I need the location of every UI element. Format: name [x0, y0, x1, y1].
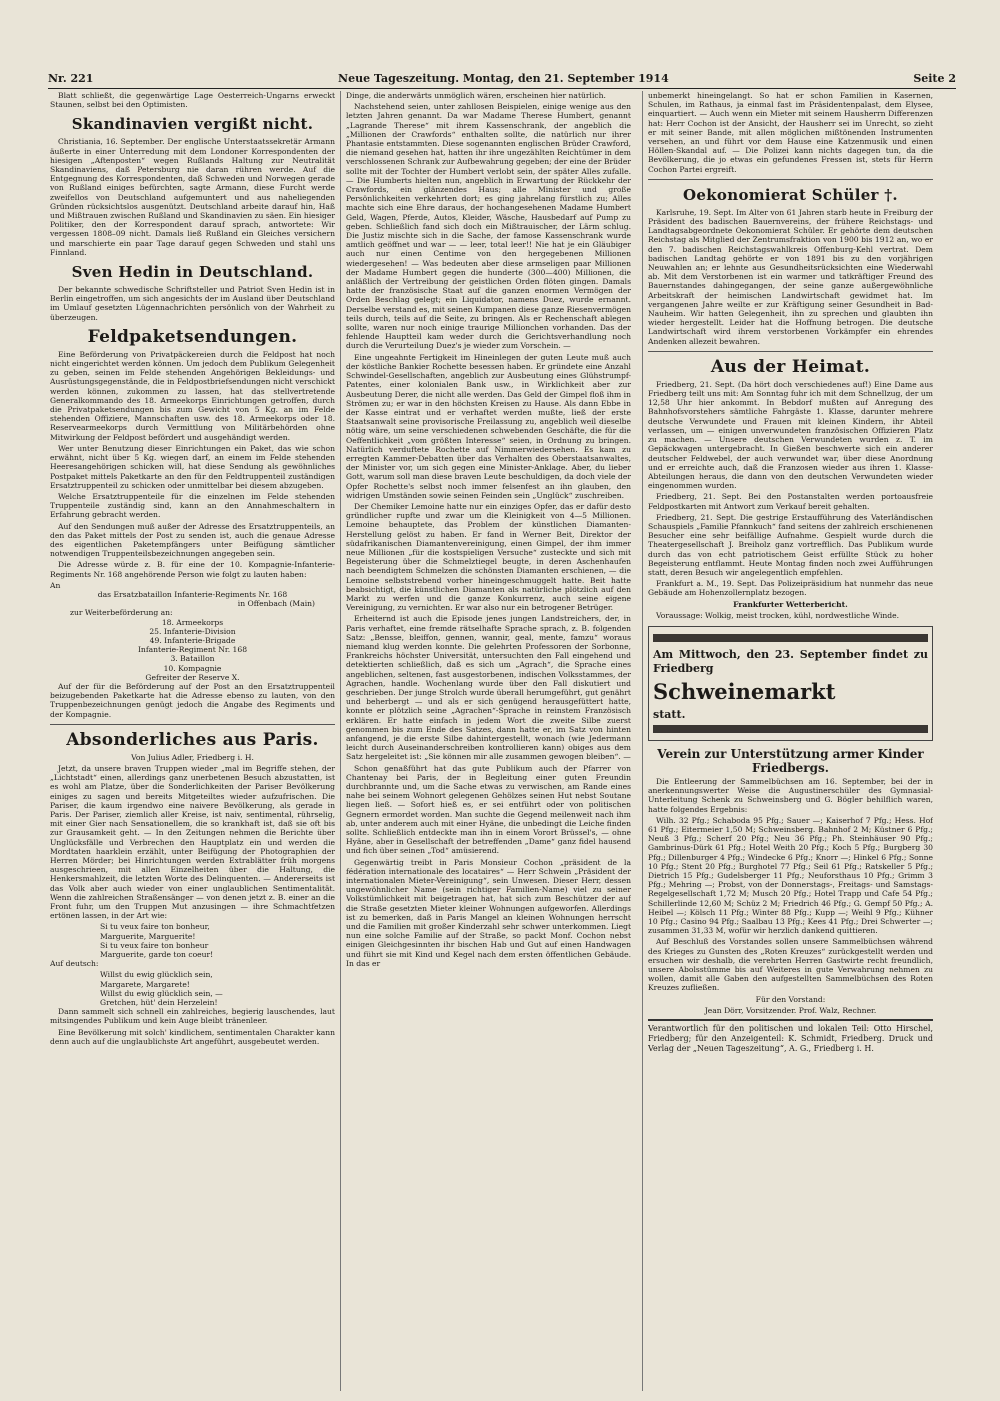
address-line: zur Weiterbeförderung an: — [70, 608, 173, 618]
article-text: Blatt schließt, die gegenwärtige Lage Oesterreich-Ungarns erweckt Staunen, selbst bei den Optimisten. — [50, 91, 335, 110]
article-text: Schon genaßführt hat das gute Publikum auch der Pfarrer von Chantenay bei Paris, der in Begleitung einer guten Freundin durchbrannte und, um die Sache etwas zu verwischen, am Rande eines nahe bei seinem Wohnort gelegenen Gehölzes seinen Hut nebst Soutane liegen ließ. — Sofort hieß es, er sei entführt oder von politischen Gegnern ermordet worden. Man suchte die Gegend meilenweit nach ihm ab, unter anderem auch mit einer Hyäne, die unbedingt die Leiche finden sollte. Schließlich entdeckte man ihn in einem Vorort Brüssel's, — ohne Hyäne, aber in Gesellschaft der betreffenden „Dame“ ganz fidel hausend und fich über seinen „Tod“ amüsierend. — [346, 763, 631, 856]
imprint-text: Verantwortlich für den politischen und lokalen Teil: Otto Hirschel, Friedberg; für den Anzeigenteil: K. Schmidt, Friedberg. Druck und Verlag der „Neuen Tageszeitung“, A. G., Friedberg i. H. — [648, 1024, 933, 1054]
verse-line: Si tu veux faire ton bonheur — [100, 940, 209, 950]
article-text: Die Adresse würde z. B. für eine der 10. Kompagnie-Infanterie-Regiments Nr. 168 angehörende Person wie folgt zu lauten haben: — [50, 560, 335, 579]
header-rule — [48, 88, 956, 89]
column-3 — [648, 91, 933, 1393]
column-divider — [642, 91, 643, 1391]
article-text: unbemerkt hineingelangt. So hat er schon Familien in Kasernen, Schulen, im Rathaus, ja einmal fast im Präsidentenpalast, dem Elysee, einquartiert. — Auch wenn ein Mieter mit seinem Hausherrn Differenzen hat: Herr Cochon ist der Ansicht, der Hausherr sei im Unrecht, so zieht er mit seiner Bande, mit allen möglichen mißtönenden Instrumenten versehen, an und führt vor dem Hause eine Katzenmusik und einen Höllen-Skandal auf. — Die Polizei kann nichts dagegen tun, da die Bevölkerung, die jo etwas ein gefundenes Fressen ist, stets für Herrn Cochon Partei ergreift. — [648, 91, 933, 174]
article-heading: Aus der Heimat. — [710, 356, 871, 377]
article-text: Frankfurt a. M., 19. Sept. Das Polizeipräsidium hat nunmehr das neue Gebäude am Hohenzollernplatz bezogen. — [648, 579, 933, 598]
article-text: Die Entleerung der Sammelbüchsen am 16. September, bei der in anerkennungswerter Weise die Augustinerschüler des Gymnasial-Unterleitung Schenk zu Schweinsberg und G. Bögler behilflich waren, hatte folgendes Ergebnis: — [648, 776, 933, 814]
issue-number: Nr. 221 — [48, 71, 94, 85]
address-line: das Ersatzbataillon Infanterie-Regiments Nr. 168 — [97, 589, 288, 599]
weather-text: Voraussage: Wolkig, meist trocken, kühl, nordwestliche Winde. — [656, 610, 900, 620]
imprint-footer — [648, 1019, 933, 1054]
column-1 — [50, 91, 335, 1393]
article-text: Der bekannte schwedische Schriftsteller und Patriot Sven Hedin ist in Berlin eingetroffen, um sich angesichts der im Ausland über Deutschland im Umlauf gesetzten Lügennachrichten persönlich von der Wahrheit zu überzeugen. — [50, 285, 335, 322]
article-text: Dinge, die anderwärts unmöglich wären, erscheinen hier natürlich. — [346, 91, 606, 100]
article-text: Friedberg, 21. Sept. (Da hört doch verschiedenes auf!) Eine Dame aus Friedberg teilt uns mit: Am Sonntag fuhr ich mit dem Schnellzug, der um 12,58 Uhr hier ankommt. In Bebdorf mußten auf Anregung des Bahnhofsvorstehers sämtliche Fahrgäste 1. Klasse, darunter mehrere deutsche Verwundete und Frauen mit kleinen Kindern, ihr Abteil verlassen, um — einigen unverwundeten französischen Offizieren Platz zu machen. — Unsere deutschen Verwundeten wurden z. T. im Gepäckwagen untergebracht. In Gießen beschwerte sich ein anderer deutscher Feldwebel, der auch verwundet war, über diese Anordnung und er erreichte auch, daß die Franzosen wieder aus ihren 1. Klasse-Abteilungen heraus, die dann von den deutschen Verwundeten wieder eingenommen wurden. — [648, 379, 933, 491]
signature-line: Für den Vorstand: — [755, 994, 826, 1004]
ad-text: statt. — [653, 707, 686, 721]
article-text: Gegenwärtig treibt in Paris Monsieur Cochon „präsident de la fédération internationale des locataires“ — Herr Schwein „Präsident der internationalen Mieter-Vereinigung“, sein Unwesen. Dieser Herr, dessen ungewöhnlicher Name (sein richtiger Familien-Name) viel zu seiner Volkstümlichkeit mit beigetragen hat, hat sich zum Beschützer der auf die Straße gesetzten Mieter kleiner Wohnungen aufgeworfen. Allerdings ist zu bemerken, daß in Paris Mangel an kleinen Wohnungen herrscht und die Familien mit großer Kinderzahl sehr schwer unterkommen. Liegt nun eine solche Familie auf der Straße, so packt Monf. Cochon nebst einigen Gleichgesinnten ihr bischen Hab und Gut auf einen Handwagen und führt sie mit Kind und Kegel nach dem ersten öffentlichen Gebäude. In das er — [346, 857, 631, 968]
article-heading: Sven Hedin in Deutschland. — [71, 263, 314, 282]
verse-line: Marguerite, Marguerite! — [100, 931, 196, 941]
section-rule — [648, 179, 933, 180]
page-number: Seite 2 — [913, 71, 956, 85]
article-text: Der Chemiker Lemoine hatte nur ein einziges Opfer, das er dafür desto gründlicher rupfte und zwar um die Kleinigkeit von 4—5 Millionen. Lemoine behauptete, das Problem der künstlichen Diamanten-Herstellung gelöst zu haben. Er fand in Werner Beit, Direktor der südafrikanischen Diamantenvereinigung, einen Gimpel, der ihm immer neue Millionen „für die kostspieligen Versuche“ zusteckte und sich mit Begeisterung über die Schmelztiegel beugte, in deren Aschenhaufen nach beendigtem Schmelzen die schönsten Diamanten erschienen, — die Lemoine selbststrebend vorher hineingeschmuggelt hatte. Beit hatte beabsichtigt, die künstlichen Diamanten als natürliche plötzlich auf den Markt zu werfen und die ganze Konkurrenz, auch seine eigene Vereinigung, zu vernichten. Er war also nur ein betrogener Betrüger. — [346, 501, 631, 613]
masthead-date: Neue Tageszeitung. Montag, den 21. September 1914 — [338, 71, 669, 85]
article-text: Auf der für die Beförderung auf der Post an den Ersatztruppenteil beizugebenden Paketkarte hat die Adresse ebenso zu lauten, von den Truppenbezeichnungen genügt jedoch die Angabe des Regiments und der Kompagnie. — [50, 681, 335, 719]
article-text: Auf den Sendungen muß außer der Adresse des Ersatztruppenteils, an den das Paket mittels der Post zu senden ist, auch die genaue Adresse des eigentlichen Paketempfängers unter Beifügung sämtlicher notwendigen Truppenteilsbezeichnungen angegeben sein. — [50, 521, 335, 559]
article-text: Wilh. 32 Pfg.; Schaboda 95 Pfg.; Sauer —; Kaiserhof 7 Pfg.; Hess. Hof 61 Pfg.; Eitermeier 1,50 M; Schweinsberg. Bahnhof 2 M; Küstner 6 Pfg.; Neuß 3 Pfg.; Scherf 20 Pfg.; Neu 36 Pfg.; Ph. Steinhäuser 90 Pfg.; Gambrinus-Dürk 61 Pfg.; Hotel Weith 20 Pfg.; Koch 5 Pfg.; Burgberg 30 Pfg.; Dillenburger 4 Pfg.; Windecke 6 Pfg.; Knorr —; Hinkel 6 Pfg.; Sonne 10 Pfg.; Stent 20 Pfg.; Burghotel 77 Pfg.; Seil 61 Pfg.; Ratskeller 5 Pfg.; Dietrich 15 Pfg.; Gudelsberger 11 Pfg.; Neuforsthaus 10 Pfg.; Grimm 3 Pfg.; Mehring —; Probst, von der Donnerstags-, Freitags- und Samstags-Regelgesellschaft 1,72 M; Musch 20 Pfg.; Hotel Trapp und Cafe 54 Pfg.; Schillerlinde 12,60 M; Schüz 2 M; Friedrich 46 Pfg.; G. Gempf 50 Pfg.; A. Heibel —; Kölsch 11 Pfg.; Winter 88 Pfg.; Kupp —; Weihl 9 Pfg.; Kühner 10 Pfg.; Casino 94 Pfg.; Saalbau 13 Pfg.; Kees 41 Pfg.; Drei Schwerter —; zusammen 31,33 M, wofür wir herzlich dankend quittieren. — [648, 815, 933, 936]
article-text: Erheiternd ist auch die Episode jenes jungen Landstreichers, der, in Paris verhaftet, eine fremde rätselhafte Sprache sprach, z. B. folgenden Satz: „Bensse, bleiffon, gennen, wannir, geal, mente, famzu“ woraus niemand klug werden konnte. Die gelehrten Professoren der Sorbonne, Frankreichs höchster Universität, untersuchten den Fall eingehend und detektierten schließlich, daß es sich um „Agrach“, die Sprache eines angeblichen, seltenen, fast ausgestorbenen, indischen Volksstammes, der Agrachen, handle. Wochenlang wurde über den Fall diskutiert und geschrieben. Der junge Strolch wurde überall herumgeführt, gut genährt und beherbergt — und als er sich genügend herausgefüttert hatte, konnte er plötzlich seine „Agrachen“-Sprache in reinstem Französisch erklären. Er hatte einfach in jedem Wort die zweite Silbe zuerst genommen bis zum Ende des Satzes, dann hatte er, im Satz von hinten anfangend, je die erste Silbe dahintergestellt, wonach (wie Jedermann leicht durch Auseinanderschreiben kontrollieren kann) obiges aus dem Satz hergeleitet ist: „Sie können mir alle zusammen gewogen bleiben“. — — [346, 614, 631, 762]
article-heading: Oekonomierat Schüler †. — [683, 185, 898, 204]
verse-line: Margarete, Margarete! — [100, 979, 190, 989]
article-heading: Absonderliches aus Paris. — [66, 729, 319, 750]
address-line: 25. Infanterie-Division — [149, 626, 236, 636]
article-text: Jetzt, da unsere braven Truppen wieder „mal im Begriffe stehen, der „Lichtstadt“ einen, allerdings ganz unerbetenen Besuch abzustatten, ist es wohl am Platze, über die Sonderlichkeiten der Pariser Bevölkerung einiges zu sagen und bereits Mitgeteiltes wieder aufzufrischen. Die Pariser, die kaum irgendwo eine naivere Bevölkerung, als gerade in Paris. Der Pariser, ziemlich aller Kreise, ist naiv, sentimental, rührselig, mit einer Gier nach Sensationellem, die so krankhaft ist, daß sie oft bis zur Grausamkeit geht. — In den Zeitungen nehmen die Berichte über Unglücksfälle und Verbrechen den Hauptplatz ein und werden die Mordtaten haarklein erzählt, unter Beifügung der Photographien der Herren Mörder; bei Hinrichtungen werden Extrablätter früh morgens ausgeschrieen, mit allen Einzelheiten über die Haltung, die Henkersmahlzeit, die letzten Worte des Delinquenten. — Andererseits ist das Volk aber auch wieder von einer unglaublichen Sentimentalität. Wenn die zahlreichen Straßensänger — von denen jetzt z. B. einer an die Front fuhr, um den Truppen Mut anzusingen — ihre Schmachtfetzen ertönen lassen, in der Art wie: — [50, 763, 335, 921]
article-heading: Verein zur Unterstützung armer Kinder Friedbergs. — [657, 746, 924, 775]
address-line: Infanterie-Regiment Nr. 168 — [137, 645, 248, 655]
article-text: Nachstehend seien, unter zahllosen Beispielen, einige wenige aus den letzten Jahren genannt. Da war Madame Therese Humbert, genannt „Lagrande Therese“ mit ihrem Kassenschrank, der angeblich die „Millionen der Crawfords“ enthalten sollte, die natürlich nur ihrer Phantasie entstammten. Diese sogenannten englischen Brüder Crawford, die niemand gesehen hat, hatten ihr ihre ungezählten Reichtümer in dem verschlossenen Schrank zur Aufbewahrung gegeben; der eine der Brüder sollte mit der Tochter der Humbert verlobt sein, der später Alles zufalle. — Die Humberts hielten nun, angeblich in Erwartung der Rückkehr der Crawfords, ein glänzendes Haus; alle Minister und große Persönlichkeiten verkehrten dort; es ging jahrelang fürstlich zu; Alles machte sich eine Ehre daraus, der hochangesehenen Madame Humbert Geld, Wagen, Pferde, Autos, Kleider, Wäsche, Hausbedarf auf Pump zu geben. Schließlich fand sich doch ein Mißtrauischer, der Lärm schlug. Die Justiz mischte sich in die Sache, der famose Kassenschrank wurde amtlich geöffnet und war — — leer, total leer!! Nie hat je ein Gläubiger auch nur einen Centime von den hergegebenen Millionen wiedergesehen! — Was bedeuten aber diese armseligen paar Millionen der Madame Humbert gegen die hunderte (300—400) Millionen, die anläßlich der Vertreibung der geistlichen Orden flöten gingen. Damals hatte der französische Staat auf die ganzen enormen Vermögen der Orden Beschlag gelegt; ein Liquidator, namens Duez, wurde ernannt. Derselbe verstand es, mit seinen Kumpanen diese ganze Riesenvermögen teils durch, teils auf die Seite, zu bringen. Als er Rechenschaft ablegen sollte, waren nur noch einige traurige Millionchen vorhanden. Das der fehlende Hauptteil kam weder durch die Gerichtsverhandlung noch durch die Verurteilung Duez's je wieder zum Vorschein. — — [346, 102, 631, 351]
address-line: Gefreiter der Reserve X. — [145, 672, 240, 682]
article-text: Christiania, 16. September. Der englische Unterstaatssekretär Armann äußerte in einer Unterredung mit dem Londoner Korrespondenten der hiesigen „Aftenposten“ wegen Rußlands Haltung zur Neutralität Skandinaviens, daß Petersburg nie daran rühren werde. Auf die Entgegnung des Korrespondenten, daß Schweden und Norwegen gerade von Rußland einiges befürchten, sagte Armann, diese Furcht werde zweifellos von Deutschland aufgemuntert und aus naheliegenden Gründen rücksichtslos ausgenützt. Deutschland arbeite darauf hin, Haß und Mißtrauen zwischen Rußland und Skandinavien zu säen. Ein hiesiger Politiker, den der Korrespondent darauf sprach, antwortete: Wir vergessen 1808–09 nicht. Damals ließ Rußland ein Gleiches versichern und marschierte ein paar Tage darauf gegen Schweden und stahl uns Finnland. — [50, 137, 335, 257]
ad-text: Am Mittwoch, den 23. September findet zu Friedberg — [653, 647, 928, 675]
address-line: 18. Armeekorps — [161, 617, 224, 627]
article-text: Dann sammelt sich schnell ein zahlreiches, begierig lauschendes, laut mitsingendes Publikum und kein Auge bleibt tränenleer. — [50, 1007, 335, 1026]
article-text: Karlsruhe, 19. Sept. Im Alter von 61 Jahren starb heute in Freiburg der Präsident des badischen Bauernvereins, der frühere Reichstags- und Landtagsabgeordnete Oekonomierat Schüler. Er gehörte dem deutschen Reichstag als Mitglied der Zentrumsfraktion von 1900 bis 1912 an, wo er den 7. badischen Reichstagswahlkreis Offenburg-Kehl vertrat. Dem badischen Landtag gehörte er von 1891 bis zu den vorjährigen Neuwahlen an; er lehnte aus Gesundheitsrücksichten eine Wiederwahl ab. Mit dem Verstorbenen ist ein warmer und tatkräftiger Freund des Bauernstandes dahingegangen, der seine ganze außergewöhnliche Arbeitskraft der heimischen Landwirtschaft gewidmet hat. Im vergangenen Jahre weilte er zur Kräftigung seiner Gesundheit in Bad-Nauheim. Wir hatten Gelegenheit, ihn zu sprechen und glaubten ihn wieder hergestellt. Leider hat die Hoffnung betrogen. Die deutsche Landwirtschaft wird ihrem verstorbenen Vorkämpfer ein ehrendes Andenken allezeit bewahren. — [648, 207, 933, 346]
article-text: Eine Beförderung von Privatpäckereien durch die Feldpost hat noch nicht eingerichtet werden können. Um jedoch dem Publikum Gelegenheit zu geben, seinen im Felde stehenden Angehörigen Bekleidungs- und Ausrüstungsgegenstände, die in Feldpostbriefsendungen nicht verschickt werden können, zukommen zu lassen, hat das stellvertretende Generalkommando des 18. Armeekorps Einrichtungen getroffen, durch die Privatpaketsendungen bis zum Gewicht von 5 Kg. an im Felde stehenden Offiziere, Mannschaften usw. des 18. Armeekorps oder 18. Reservearmeekorps durch Vermittlung von Militärbehörden ohne Mitwirkung der Feldpost befördert und ausgehändigt werden. — [50, 349, 335, 442]
ad-banner-bar — [653, 725, 928, 733]
section-rule — [648, 351, 933, 352]
article-heading: Skandinavien vergißt nicht. — [71, 115, 314, 134]
address-line: 3. Bataillon — [170, 654, 215, 664]
ad-title: Schweinemarkt — [653, 678, 836, 704]
verse-line: Si tu veux faire ton bonheur, — [100, 922, 210, 932]
verse-line: Willst du ewig glücklich sein, — — [100, 988, 223, 998]
article-text: Eine Bevölkerung mit solch' kindlichem, sentimentalen Charakter kann denn auch auf die unglaublichste Art angeführt, ausgebeutet werden. — [50, 1027, 335, 1046]
article-text: Eine ungeahnte Fertigkeit im Hineinlegen der guten Leute muß auch der köstliche Bankier Rochette besessen haben. Er gründete eine Anzahl Schwindel-Gesellschaften, angeblich zur Ausbeutung eines Glühstrumpf-Patentes, einer kolonialen Bank usw., in Wirklichkeit aber zur Ausbeutung Derer, die nicht alle werden. Das Geld der Gimpel floß ihm in Strömen zu; er war in den höchsten Kreisen zu Hause. Als dann Ebbe in der Kasse eintrat und er verhaftet werden mußte, ließ der erste Staatsanwalt seine provisorische Freilassung zu, angeblich weil dieselbe nötig wäre, um seine verschiedenen schwebenden Geschäfte, die für die Oeffentlichkeit „vom größten Interesse“ seien, in Ordnung zu bringen. Natürlich verduftete Rochette auf Nimmerwiedersehen. Es kam zu erregten Kammer-Debatten über das Verhalten des Oberstaatsanwaltes, der Minister vor, um sich gegen eine Minister-Anklage. Aber, du lieber Gott, warum soll man diese braven Leute beschuldigen, da doch viele der Opfer Rochette's selbst noch immer felsenfest an ihn glauben, den widrigen Umständen sowie seinen Feinden sein „Unglück“ zuschreiben. — [346, 352, 631, 500]
column-divider — [340, 91, 341, 1391]
article-text: Welche Ersatztruppenteile für die einzelnen im Felde stehenden Truppenteile zuständig sind, kann an den Annahmeschaltern in Erfahrung gebracht werden. — [50, 491, 335, 520]
article-heading: Feldpaketsendungen. — [87, 326, 298, 347]
address-line: in Offenbach (Main) — [237, 599, 315, 609]
advertisement-box — [648, 626, 933, 741]
address-line: 10. Kompagnie — [163, 663, 222, 673]
address-line: An — [50, 580, 61, 590]
verse-line: Marguerite, garde ton coeur! — [100, 950, 214, 960]
weather-heading: Frankfurter Wetterbericht. — [733, 599, 848, 609]
article-text: Auf deutsch: — [50, 959, 99, 969]
article-text: Friedberg, 21. Sept. Bei den Postanstalten werden portoausfreie Feldpostkarten mit Antwort zum Verkauf bereit gehalten. — [648, 492, 933, 511]
article-text: Wer unter Benutzung dieser Einrichtungen ein Paket, das wie schon erwähnt, nicht über 5 Kg. wiegen darf, an einem im Felde stehenden Heeresangehörigen schicken will, hat diese Sendung als gewöhnliches Postpaket mittels Paketkarte an den für den Feldtruppenteil zuständigen Ersatztruppenteil zu schicken oder unmittelbar bei diesem abzugeben. — [50, 443, 335, 490]
article-byline: Von Julius Adler, Friedberg i. H. — [131, 752, 254, 762]
article-text: Friedberg, 21. Sept. Die gestrige Erstaufführung des Vaterländischen Schauspiels „Familie Pfannkuch“ fand seitens der zahlreich erschienenen Besucher eine sehr beifällige Aufnahme. Gespielt wurde durch die Theatergesellschaft J. Breiholz ganz vortrefflich. Das Publikum wurde durch das von echt patriotischem Geist erfüllte Stück zu hoher Begeisterung entflammt. Heute Montag finden noch zwei Aufführungen statt, deren Besuch wir angelegentlich empfehlen. — [648, 512, 933, 577]
page-header — [48, 70, 956, 86]
verse-line: Gretchen, hüt' dein Herzelein! — [100, 998, 218, 1008]
column-2 — [346, 91, 631, 1393]
section-rule — [50, 724, 335, 725]
address-line: 49. Infanterie-Brigade — [149, 635, 236, 645]
article-text: Auf Beschluß des Vorstandes sollen unsere Sammelbüchsen während des Krieges zu Gunsten des „Roten Kreuzes“ zurückgestellt werden und ersuchen wir deshalb, die verehrten Herren Gastwirte recht freundlich, unsere Abolsstümme bis auf Weiteres in gute Verwahrung nehmen zu wollen, damit alle Gaben den aufgestellten Sammelbüchsen des Roten Kreuzes zufließen. — [648, 937, 933, 993]
ad-banner-bar — [653, 634, 928, 642]
signature-line: Jean Dörr, Vorsitzender. Prof. Walz, Rechner. — [704, 1005, 877, 1015]
verse-line: Willst du ewig glücklich sein, — [100, 970, 213, 980]
